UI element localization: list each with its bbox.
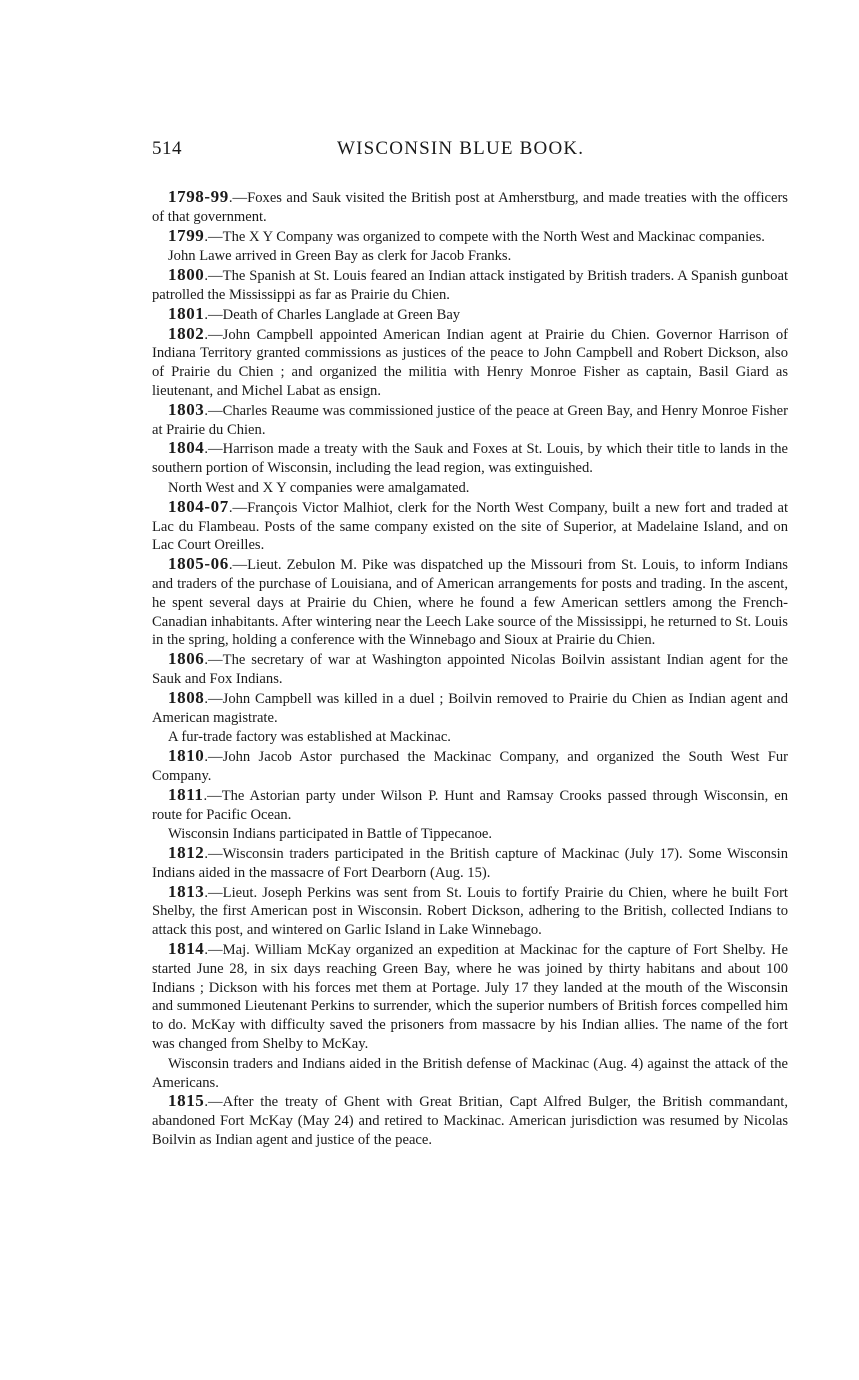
entry-year: 1810 xyxy=(168,746,205,766)
entry-1812 xyxy=(152,844,788,883)
entry-year: 1815 xyxy=(168,1091,205,1111)
entry-1811 xyxy=(152,786,788,825)
entry-text: .—The secretary of war at Washington appointed Nicolas Boilvin assistant Indian agent for the Sauk and Fox Indians. xyxy=(152,652,788,687)
entry-text: .—Harrison made a treaty with the Sauk and Foxes at St. Louis, by which their title to lands in the southern portion of Wisconsin, including the lead region, was extinguished. xyxy=(152,441,788,477)
entry-year: 1802 xyxy=(168,323,205,343)
entry-1804-amalgamated xyxy=(152,478,788,498)
entry-1808-factory xyxy=(152,727,788,747)
entry-1798-99 xyxy=(152,188,788,227)
entry-year: 1806 xyxy=(168,649,205,669)
entry-1801 xyxy=(152,305,788,325)
entry-text: .—The Astorian party under Wilson P. Hunt and Ramsay Crooks passed through Wisconsin, en route for Pacific Ocean. xyxy=(152,787,788,823)
book-page xyxy=(152,134,788,1150)
entry-text: .—Charles Reaume was commissioned justice of the peace at Green Bay, and Henry Monroe Fisher at Prairie du Chien. xyxy=(152,402,788,438)
entry-1803 xyxy=(152,401,788,440)
entry-text: .—Lieut. Zebulon M. Pike was dispatched up the Missouri from St. Louis, to inform Indians and traders of the purchase of Louisiana, and of American arrangements for posts and trading. In the ascent, he spent several days at Prairie du Chien, where he found a few American settlers among the French-Canadian inhabitants. After wintering near the Leech Lake source of the Mississippi, he returned to St. Louis in the spring, holding a conference with the Winnebago and Sioux at Prairie du Chien. xyxy=(152,557,788,649)
entry-text: .—Wisconsin traders participated in the British capture of Mackinac (July 17). Some Wisconsin Indians aided in the massacre of Fort Dearborn (Aug. 15). xyxy=(152,846,788,881)
entry-text: .—Lieut. Joseph Perkins was sent from St. Louis to fortify Prairie du Chien, where he built Fort Shelby, the first American post in Wisconsin. Robert Dickson, adhering to the British, collected Indians to attack this post, and wintered on Garlic Island in Lake Winnebago. xyxy=(152,884,788,939)
entry-year: 1814 xyxy=(168,939,205,959)
entry-1799-lawe xyxy=(152,246,788,266)
entry-year: 1800 xyxy=(168,265,205,285)
entry-year: 1804 xyxy=(168,438,205,458)
entry-1805-06 xyxy=(152,555,788,650)
entry-year: 1805-06 xyxy=(168,554,229,574)
entry-1814 xyxy=(152,940,788,1054)
entry-text: North West and X Y companies were amalgamated. xyxy=(168,479,470,496)
entry-1800 xyxy=(152,266,788,305)
entry-text: .—The Spanish at St. Louis feared an Indian attack instigated by British traders. A Spanish gunboat patrolled the Mississippi as far as Prairie du Chien. xyxy=(152,268,788,303)
entry-text: .—Maj. William McKay organized an expedition at Mackinac for the capture of Fort Shelby. He started June 28, in six days reaching Green Bay, where he was joined by thirty habitans and about 100 Indians ; Dickson with his forces met them at Portage. July 17 they landed at the mouth of the Wisconsin and summoned Lieutenant Perkins to surrender, which the superior numbers of British forces compelled him to do. McKay with difficulty saved the prisoners from massacre by his Indian allies. The name of the fort was changed from Shelby to McKay. xyxy=(152,942,788,1053)
entry-1804-07 xyxy=(152,498,788,555)
entry-year: 1801 xyxy=(168,303,205,323)
entry-text: .—Foxes and Sauk visited the British post at Amherstburg, and made treaties with the officers of that government. xyxy=(152,190,788,225)
entry-text: Wisconsin traders and Indians aided in the British defense of Mackinac (Aug. 4) against the attack of the Americans. xyxy=(152,1055,788,1091)
entry-1815 xyxy=(152,1092,788,1149)
entry-year: 1798-99 xyxy=(168,187,229,206)
entry-text: .—John Jacob Astor purchased the Mackinac Company, and organized the South West Fur Company. xyxy=(152,749,788,784)
running-head: WISCONSIN BLUE BOOK. xyxy=(337,138,585,159)
entry-text: .—The X Y Company was organized to compete with the North West and Mackinac companies. xyxy=(204,228,765,245)
entry-year: 1799 xyxy=(168,225,205,245)
entry-text: .—John Campbell was killed in a duel ; Boilvin removed to Prairie du Chien as Indian agent and American magistrate. xyxy=(152,690,788,726)
entry-text: A fur-trade factory was established at Mackinac. xyxy=(168,729,451,746)
entry-year: 1812 xyxy=(168,843,205,863)
entry-1806 xyxy=(152,650,788,689)
entry-year: 1813 xyxy=(168,881,205,901)
entry-1810 xyxy=(152,747,788,786)
entry-year: 1808 xyxy=(168,687,205,707)
entry-text: John Lawe arrived in Green Bay as clerk for Jacob Franks. xyxy=(168,248,512,265)
entry-1804 xyxy=(152,439,788,478)
entry-year: 1811 xyxy=(168,784,204,804)
entry-year: 1804-07 xyxy=(168,496,229,516)
entry-text: Wisconsin Indians participated in Battle of Tippecanoe. xyxy=(168,826,493,843)
entry-1802 xyxy=(152,325,788,401)
entry-text: .—François Victor Malhiot, clerk for the North West Company, built a new fort and traded at Lac du Flambeau. Posts of the same company existed on the site of Superior, at Madelaine Island, and on Lac Court Oreilles. xyxy=(152,499,788,554)
entry-text: .—Death of Charles Langlade at Green Bay xyxy=(204,306,461,323)
chronology-entries xyxy=(152,188,788,1150)
entry-1811-tippecanoe xyxy=(152,824,788,844)
entry-1799 xyxy=(152,227,788,247)
entry-1813 xyxy=(152,883,788,940)
page-header xyxy=(152,134,788,164)
entry-year: 1803 xyxy=(168,399,205,419)
page-number: 514 xyxy=(152,138,182,159)
entry-1808 xyxy=(152,689,788,728)
entry-text: .—John Campbell appointed American Indian agent at Prairie du Chien. Governor Harrison of Indiana Territory granted commissions as justices of the peace to John Campbell and Robert Dickson, also of Prairie du Chien ; and organized the militia with Henry Monroe Fisher as captain, Basil Giard as lieutenant, and Michel Labat as ensign. xyxy=(152,326,788,399)
entry-1814-mackinac-defense xyxy=(152,1054,788,1093)
entry-text: .—After the treaty of Ghent with Great Britian, Capt Alfred Bulger, the British commandant, abandoned Fort McKay (May 24) and retired to Mackinac. American jurisdiction was resumed by Nicolas Boilvin as Indian agent and justice of the peace. xyxy=(152,1094,788,1149)
